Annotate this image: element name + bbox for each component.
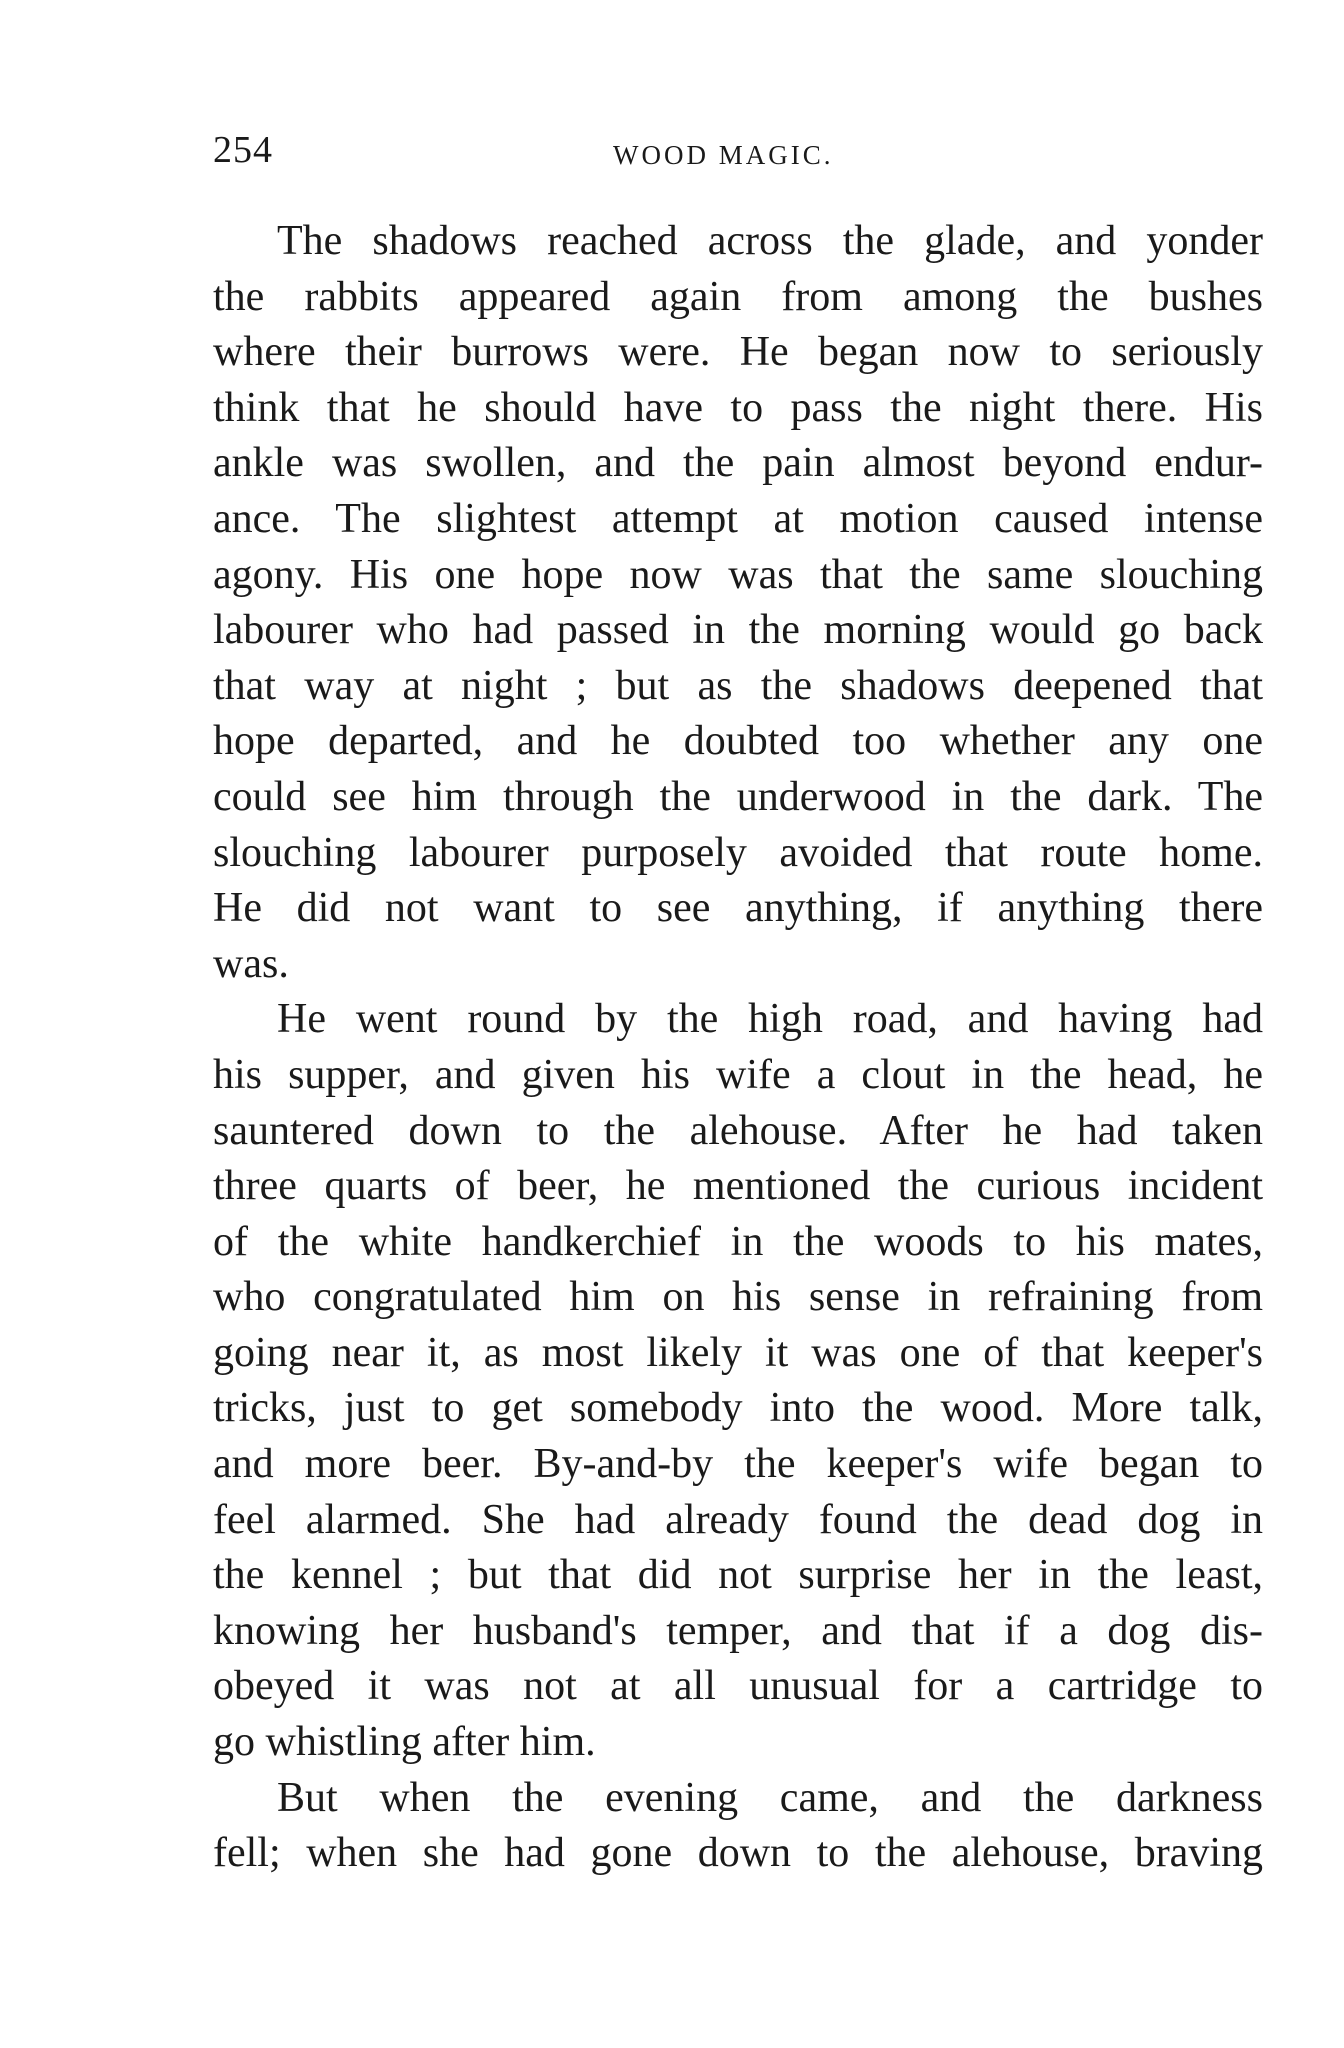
text-line: going near it, as most likely it was one of that keeper's: [213, 1329, 1263, 1376]
text-line: and more beer. By-and-by the keeper's wife began to: [213, 1441, 1263, 1488]
text-line: the rabbits appeared again from among the bushes: [213, 273, 1263, 320]
running-head: WOOD MAGIC.: [613, 140, 834, 170]
text-line: agony. His one hope now was that the same slouching: [213, 551, 1263, 598]
text-line: feel alarmed. She had already found the dead dog in: [213, 1496, 1263, 1543]
text-line: He did not want to see anything, if anything there: [213, 885, 1263, 932]
text-line: was.: [213, 940, 289, 987]
text-line: where their burrows were. He began now to seriously: [213, 329, 1263, 376]
text-line: obeyed it was not at all unusual for a cartridge to: [213, 1663, 1263, 1710]
text-line: He went round by the high road, and having had: [277, 996, 1263, 1043]
text-line: sauntered down to the alehouse. After he had taken: [213, 1107, 1263, 1154]
text-line: labourer who had passed in the morning would go back: [213, 607, 1263, 654]
text-line: who congratulated him on his sense in refraining from: [213, 1274, 1263, 1321]
text-line: slouching labourer purposely avoided that route home.: [213, 829, 1263, 876]
page-header: [213, 128, 1263, 178]
text-line: hope departed, and he doubted too whether any one: [213, 718, 1263, 765]
text-line: ankle was swollen, and the pain almost beyond endur-: [213, 440, 1263, 487]
text-line: fell; when she had gone down to the alehouse, braving: [213, 1830, 1263, 1877]
text-line: think that he should have to pass the night there. His: [213, 384, 1263, 431]
text-line: knowing her husband's temper, and that if a dog dis-: [213, 1607, 1263, 1654]
text-line: the kennel ; but that did not surprise her in the least,: [213, 1552, 1263, 1599]
text-line: could see him through the underwood in the dark. The: [213, 773, 1263, 820]
text-line: go whistling after him.: [213, 1719, 596, 1766]
text-line: of the white handkerchief in the woods to his mates,: [213, 1218, 1263, 1265]
text-line: tricks, just to get somebody into the wood. More talk,: [213, 1385, 1263, 1432]
text-line: three quarts of beer, he mentioned the curious incident: [213, 1163, 1263, 1210]
text-line: The shadows reached across the glade, and yonder: [277, 218, 1263, 264]
text-line: that way at night ; but as the shadows deepened that: [213, 662, 1263, 709]
body-text: [213, 214, 1263, 1882]
text-line: his supper, and given his wife a clout in the head, he: [213, 1051, 1263, 1098]
text-line: But when the evening came, and the darkness: [277, 1774, 1263, 1821]
page-number: 254: [213, 129, 273, 171]
text-line: ance. The slightest attempt at motion caused intense: [213, 495, 1263, 542]
